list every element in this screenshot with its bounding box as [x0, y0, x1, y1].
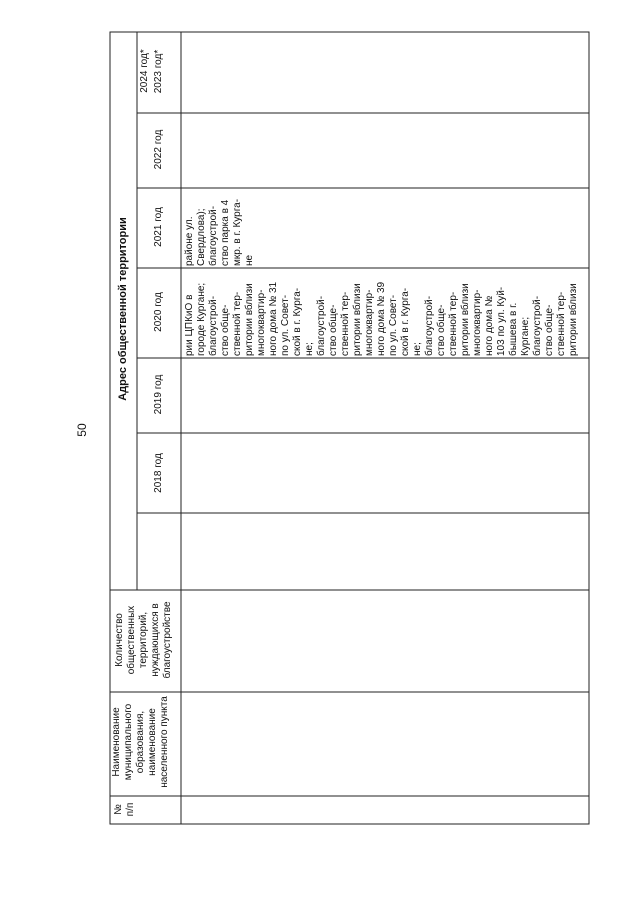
cell-2022: районе ул. Свердлова); благоустрой- ство парка в 4 мкр. в г. Курга- не [184, 198, 255, 266]
table-border [110, 32, 589, 824]
page-number: 50 [75, 423, 89, 437]
header-municipality: Наименование муниципального образования, наименование населенного пункта [111, 696, 170, 788]
header-address-group: Адрес общественной территории [117, 217, 129, 401]
header-num: № п/п [113, 802, 136, 817]
header-year-2023: 2023 год* [153, 49, 164, 94]
header-year-2020: 2020 год [153, 292, 164, 332]
header-year-2024: 2024 год* [139, 49, 150, 93]
header-year-2022: 2022 год [153, 129, 164, 170]
header-year-2021: 2021 год [153, 207, 164, 247]
cell-2021: рии ЦПКиО в городе Кургане; благоустрой- ство обще- ственной тер- ритории вблизи многоквартир- ного дома № 31 по ул. Совет- ской в г. Курга- не; благоустрой- ство обще- ственной тер- ритории вблизи многоквартир- ного дома № 39 по ул. Совет- ской в г. Курга- не; благоустрой- ство обще- ственной тер- ритории вблизи многоквартир- ного дома № 103 по ул. Куй- бышева в г. Кургане; благоустрой- ство обще- ственной тер- ритории вблизи [184, 281, 579, 356]
header-year-2019: 2019 год [153, 374, 164, 415]
header-year-2018: 2018 год [153, 453, 164, 493]
header-count: Количество общественных территорий, нуждающихся в благоустройстве [114, 601, 173, 679]
